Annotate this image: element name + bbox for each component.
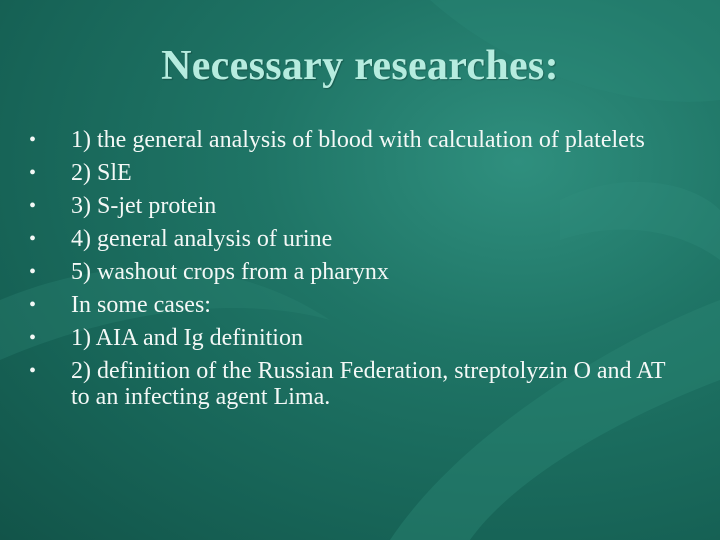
bullet-icon: • [29,360,37,382]
list-item [29,292,679,318]
bullet-icon: • [29,261,37,283]
list-item-text: 1) AIA and Ig definition [71,325,303,351]
list-item [29,325,679,351]
list-item [29,160,679,186]
list-item-text: 1) the general analysis of blood with calculation of platelets [71,127,645,153]
list-item-text: 2) SlE [71,160,132,186]
bullet-icon: • [29,129,37,151]
bullet-icon: • [29,228,37,250]
bullet-icon: • [29,327,37,349]
bullet-list [29,127,679,417]
list-item [29,193,679,219]
list-item-text: 2) definition of the Russian Federation, streptolyzin O and AT to an infecting agent Lima. [71,358,666,410]
list-item [29,226,679,252]
bullet-icon: • [29,294,37,316]
list-item-text: 3) S-jet protein [71,193,217,219]
list-item-text: 5) washout crops from a pharynx [71,259,389,285]
list-item [29,259,679,285]
list-item-text: 4) general analysis of urine [71,226,333,252]
slide-title: Necessary researches: [161,43,559,89]
list-item-text: In some cases: [71,292,211,318]
bullet-icon: • [29,162,37,184]
list-item [29,358,679,410]
bullet-icon: • [29,195,37,217]
list-item [29,127,679,153]
